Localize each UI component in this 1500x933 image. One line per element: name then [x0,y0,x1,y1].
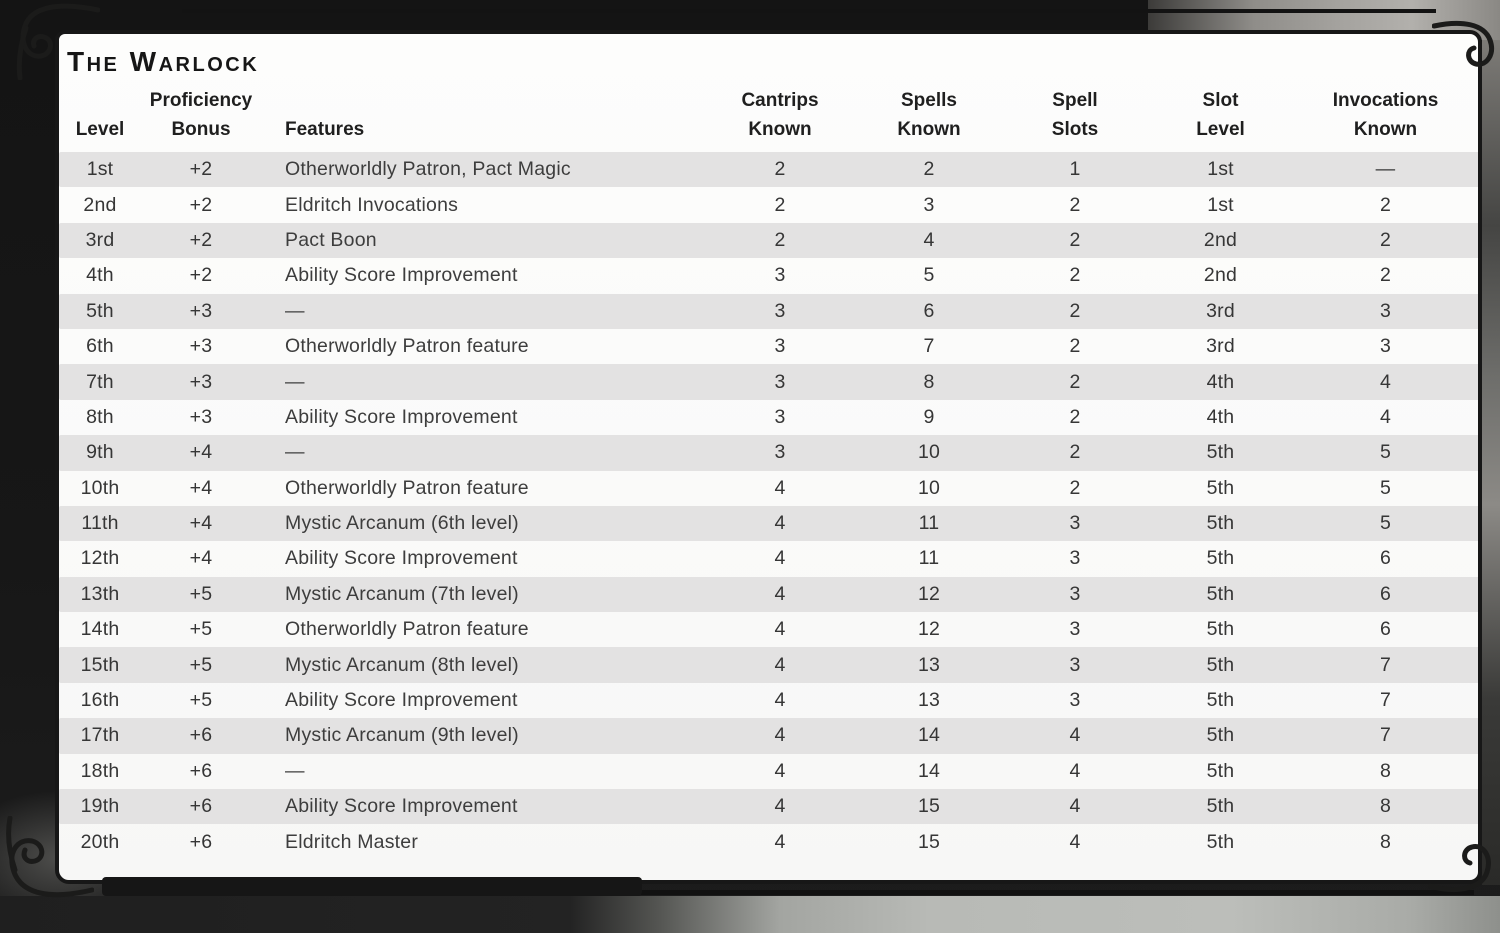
cell-spells-known: 15 [917,830,941,853]
cell-spells-known: 7 [923,335,935,358]
cell-slot-level: 5th [1206,759,1235,782]
table-row [59,400,1478,435]
table-header-row [59,82,1478,152]
cell-level: 1st [59,152,141,187]
cell-invocations-known: 3 [1379,335,1392,358]
cell-slot-level: 4th [1148,364,1293,399]
cell-proficiency-bonus: +5 [141,647,261,682]
cell-slot-level: 5th [1206,618,1235,641]
cell-level: 8th [86,405,114,428]
cell-spell-slots: 2 [1002,223,1148,258]
header-line: Features [285,119,365,140]
cell-features: Mystic Arcanum (9th level) [261,718,704,753]
cell-level: 19th [59,789,141,824]
cell-cantrips-known: 4 [704,577,856,612]
cell-level: 10th [80,476,120,499]
cell-spell-slots: 2 [1069,476,1081,499]
cell-features: — [261,294,704,329]
cell-invocations-known: 2 [1379,193,1392,216]
cell-features: Eldritch Master [285,830,419,853]
cell-cantrips-known: 3 [704,435,856,470]
table-row [59,294,1478,329]
table-title: The Warlock [67,46,260,77]
cell-level: 6th [86,335,114,358]
cell-spells-known: 10 [856,435,1002,470]
cell-spells-known: 12 [917,618,941,641]
header-line: Proficiency [149,90,253,111]
cell-spells-known: 8 [856,364,1002,399]
cell-cantrips-known: 3 [704,364,856,399]
cell-slot-level: 5th [1148,506,1293,541]
table-row [59,683,1478,718]
header-line: Level [1196,119,1245,140]
cell-invocations-known: 8 [1379,830,1392,853]
frame-outer-top-line [182,9,1436,13]
cell-spells-known: 10 [917,476,941,499]
cell-cantrips-known: 4 [774,618,786,641]
cell-spells-known: 4 [856,223,1002,258]
cell-spells-known: 9 [923,405,935,428]
cell-features: Otherworldly Patron, Pact Magic [261,152,704,187]
table-row [59,647,1478,682]
header-line: Spells [901,90,957,111]
cell-proficiency-bonus: +5 [141,577,261,612]
table-row [59,329,1478,364]
cell-spells-known: 14 [917,759,941,782]
cell-proficiency-bonus: +6 [141,718,261,753]
cell-spells-known: 3 [923,193,935,216]
cell-invocations-known: 8 [1293,789,1478,824]
header-features [261,82,704,152]
table-row [59,506,1478,541]
header-level [59,82,141,152]
cell-slot-level: 5th [1148,647,1293,682]
cell-spell-slots: 3 [1002,577,1148,612]
cell-proficiency-bonus: +5 [189,689,213,712]
cell-slot-level: 5th [1206,830,1235,853]
cell-spell-slots: 3 [1002,506,1148,541]
cell-slot-level: 5th [1148,435,1293,470]
cell-cantrips-known: 4 [774,547,786,570]
cell-invocations-known: 7 [1379,689,1392,712]
cell-proficiency-bonus: +3 [189,335,213,358]
table-row [59,258,1478,293]
cell-spells-known: 5 [923,264,935,287]
header-spell-slots [1002,82,1148,152]
cell-features: Mystic Arcanum (8th level) [261,647,704,682]
cell-invocations-known: 7 [1293,647,1478,682]
cell-spell-slots: 2 [1002,294,1148,329]
cell-features: Otherworldly Patron feature [285,335,529,358]
header-line: Known [748,119,812,140]
cell-spell-slots: 2 [1069,193,1081,216]
warlock-class-table [59,82,1478,860]
cell-features: Otherworldly Patron feature [285,476,529,499]
cell-spell-slots: 2 [1002,435,1148,470]
cell-proficiency-bonus: +6 [189,830,213,853]
table-row [59,471,1478,506]
scan-texture-bottom [0,896,1500,933]
cell-level: 16th [80,689,120,712]
cell-slot-level: 4th [1206,405,1235,428]
cell-features: Ability Score Improvement [285,689,518,712]
cell-invocations-known: 4 [1379,405,1392,428]
cell-proficiency-bonus: +4 [141,435,261,470]
cell-spells-known: 12 [856,577,1002,612]
cell-invocations-known: 5 [1379,476,1392,499]
cell-spell-slots: 4 [1002,789,1148,824]
cell-cantrips-known: 4 [704,647,856,682]
cell-features: — [261,435,704,470]
cell-proficiency-bonus: +3 [141,364,261,399]
cell-spell-slots: 1 [1002,152,1148,187]
cell-invocations-known: 5 [1293,506,1478,541]
cell-features: Ability Score Improvement [285,264,518,287]
cell-slot-level: 1st [1207,193,1234,216]
cell-cantrips-known: 4 [774,759,786,782]
cell-level: 4th [86,264,114,287]
cell-invocations-known: 4 [1293,364,1478,399]
cell-proficiency-bonus: +2 [189,264,213,287]
cell-spells-known: 14 [856,718,1002,753]
cell-slot-level: 5th [1148,789,1293,824]
table-row [59,718,1478,753]
cell-proficiency-bonus: +4 [189,476,213,499]
cell-level: 15th [59,647,141,682]
cell-spell-slots: 3 [1069,547,1081,570]
cell-slot-level: 5th [1206,476,1235,499]
cell-spell-slots: 4 [1069,759,1081,782]
cell-invocations-known: 7 [1293,718,1478,753]
cell-level: 13th [59,577,141,612]
cell-features: — [285,759,305,782]
cell-features: Mystic Arcanum (7th level) [261,577,704,612]
cell-invocations-known: 8 [1379,759,1392,782]
cell-cantrips-known: 4 [774,830,786,853]
cell-level: 9th [59,435,141,470]
cell-features: Pact Boon [261,223,704,258]
cell-cantrips-known: 4 [774,689,786,712]
cell-features: Ability Score Improvement [285,547,518,570]
cell-cantrips-known: 3 [774,335,786,358]
cell-cantrips-known: 3 [704,294,856,329]
cell-features: Mystic Arcanum (6th level) [261,506,704,541]
cell-features: Eldritch Invocations [285,193,459,216]
table-row [59,435,1478,470]
cell-cantrips-known: 3 [774,405,786,428]
cell-spell-slots: 2 [1069,264,1081,287]
cell-cantrips-known: 2 [774,193,786,216]
header-invocations-known [1293,82,1478,152]
header-line: Spell [1052,90,1098,111]
cell-spell-slots: 3 [1002,647,1148,682]
cell-proficiency-bonus: +2 [141,152,261,187]
cell-cantrips-known: 4 [704,789,856,824]
cell-proficiency-bonus: +6 [141,789,261,824]
table-row [59,187,1478,222]
table-row [59,223,1478,258]
cell-proficiency-bonus: +4 [141,506,261,541]
header-spells-known [856,82,1002,152]
warlock-table-body [59,152,1478,860]
cell-spells-known: 15 [856,789,1002,824]
cell-spell-slots: 2 [1069,335,1081,358]
table-row [59,789,1478,824]
cell-level: 20th [80,830,120,853]
cell-spells-known: 11 [918,547,940,570]
cell-cantrips-known: 4 [704,718,856,753]
header-line: Bonus [171,119,231,140]
cell-cantrips-known: 4 [704,506,856,541]
cell-invocations-known: 2 [1293,223,1478,258]
cell-proficiency-bonus: +2 [189,193,213,216]
cell-slot-level: 5th [1148,718,1293,753]
cell-spell-slots: 3 [1069,618,1081,641]
cell-cantrips-known: 4 [774,476,786,499]
cell-invocations-known: — [1293,152,1478,187]
cell-level: 11th [59,506,141,541]
cell-spell-slots: 4 [1069,830,1081,853]
cell-spells-known: 2 [856,152,1002,187]
header-proficiency-bonus [141,82,261,152]
cell-level: 14th [80,618,120,641]
cell-spell-slots: 3 [1069,689,1081,712]
cell-level: 18th [80,759,120,782]
cell-cantrips-known: 3 [774,264,786,287]
table-row [59,577,1478,612]
cell-features: Otherworldly Patron feature [285,618,529,641]
header-slot-level [1148,82,1293,152]
frame-bottom-bar [102,877,642,896]
cell-cantrips-known: 2 [704,223,856,258]
cell-invocations-known: 3 [1293,294,1478,329]
scan-texture-right [1482,40,1500,885]
header-line: Invocations [1332,90,1439,111]
cell-level: 3rd [59,223,141,258]
cell-invocations-known: 6 [1379,547,1392,570]
header-line: Known [1353,119,1418,140]
header-line: Known [897,119,961,140]
cell-proficiency-bonus: +2 [141,223,261,258]
table-row [59,364,1478,399]
cell-invocations-known: 5 [1293,435,1478,470]
table-row [59,754,1478,789]
cell-spell-slots: 2 [1002,364,1148,399]
cell-proficiency-bonus: +3 [141,294,261,329]
cell-proficiency-bonus: +4 [189,547,213,570]
cell-features: Ability Score Improvement [261,789,704,824]
cell-spell-slots: 4 [1002,718,1148,753]
header-line: Slots [1051,119,1099,140]
cell-proficiency-bonus: +3 [189,405,213,428]
cell-slot-level: 5th [1206,689,1235,712]
cell-spells-known: 13 [856,647,1002,682]
cell-features: — [261,364,704,399]
table-row [59,541,1478,576]
table-row [59,612,1478,647]
header-line: Cantrips [741,90,819,111]
cell-slot-level: 5th [1206,547,1235,570]
cell-slot-level: 5th [1148,577,1293,612]
cell-slot-level: 3rd [1206,335,1235,358]
cell-spells-known: 6 [856,294,1002,329]
cell-invocations-known: 2 [1379,264,1392,287]
cell-proficiency-bonus: +6 [189,759,213,782]
cell-slot-level: 2nd [1203,264,1238,287]
cell-level: 5th [59,294,141,329]
header-line: Level [75,119,125,140]
cell-spells-known: 13 [917,689,941,712]
cell-level: 2nd [83,193,117,216]
cell-level: 17th [59,718,141,753]
table-row [59,152,1478,187]
table-row [59,824,1478,859]
cell-slot-level: 1st [1148,152,1293,187]
cell-level: 12th [80,547,120,570]
cell-cantrips-known: 2 [704,152,856,187]
cell-level: 7th [59,364,141,399]
cell-spells-known: 11 [856,506,1002,541]
cell-invocations-known: 6 [1379,618,1392,641]
cell-slot-level: 2nd [1148,223,1293,258]
header-cantrips-known [704,82,856,152]
cell-slot-level: 3rd [1148,294,1293,329]
cell-proficiency-bonus: +5 [189,618,213,641]
cell-features: Ability Score Improvement [285,405,518,428]
header-line: Slot [1202,90,1239,111]
class-table-panel [55,30,1482,884]
cell-invocations-known: 6 [1293,577,1478,612]
cell-spell-slots: 2 [1069,405,1081,428]
